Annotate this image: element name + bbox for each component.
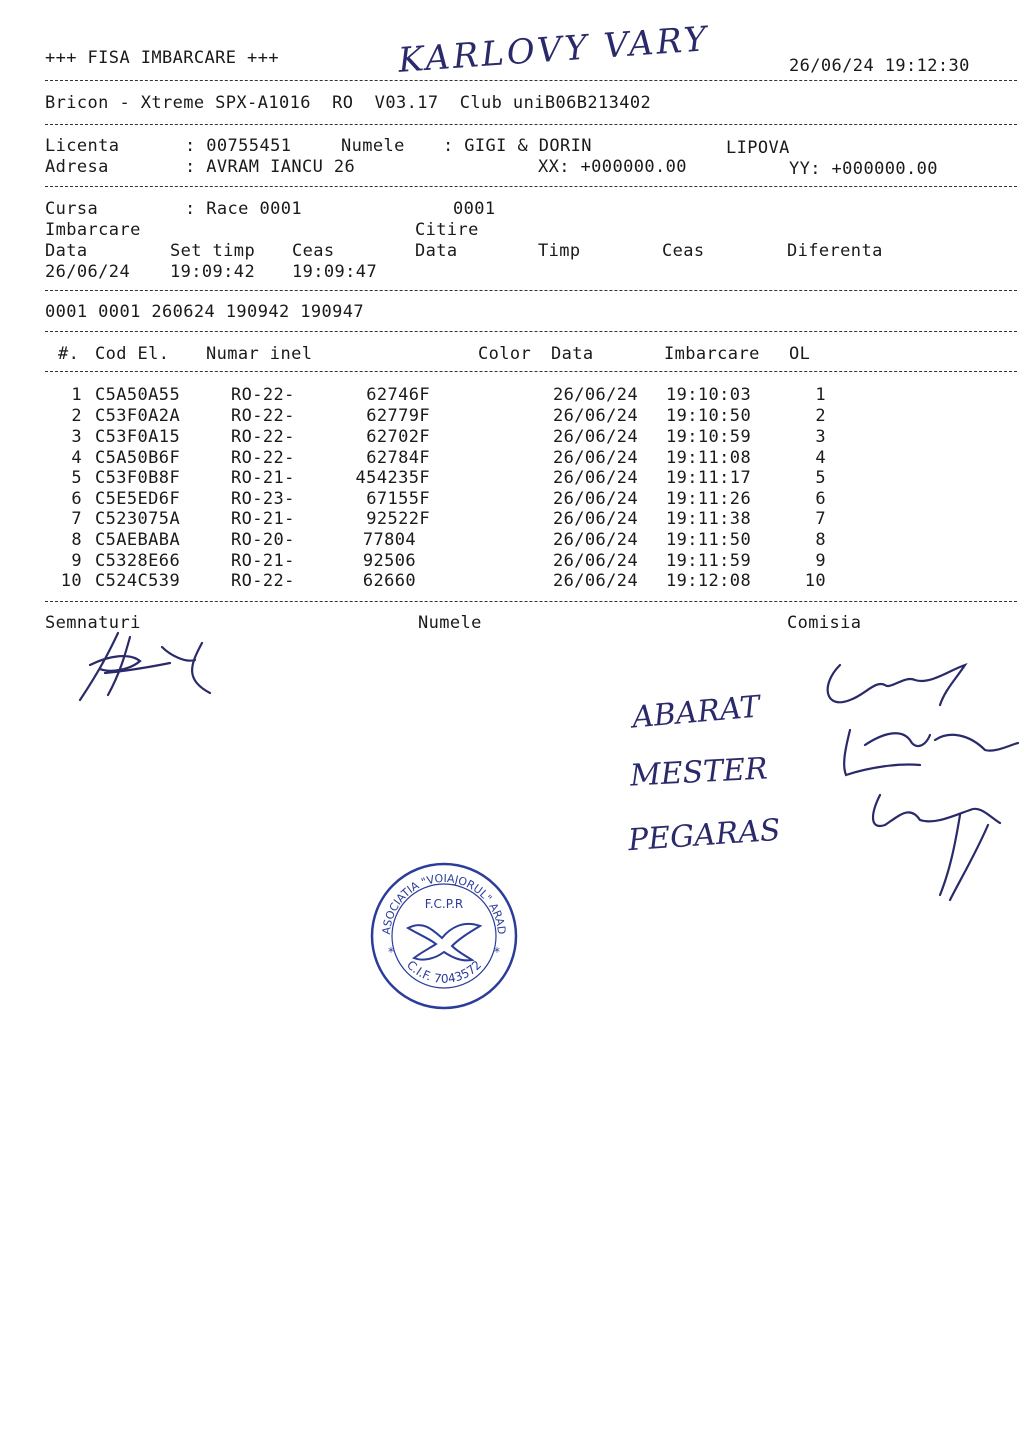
print-datetime: 26/06/24 19:12:30 xyxy=(789,56,970,76)
row-cod: C53F0A2A xyxy=(95,406,181,426)
row-cod: C53F0B8F xyxy=(95,468,181,488)
row-prefix: RO-22- xyxy=(231,448,295,468)
divider xyxy=(45,186,1017,187)
adresa-label: Adresa xyxy=(45,157,109,177)
row-ol: 1 xyxy=(815,385,826,405)
row-ol: 7 xyxy=(815,509,826,529)
row-inel: 62702F xyxy=(366,427,430,447)
row-cod: C5A50B6F xyxy=(95,448,181,468)
row-ol: 4 xyxy=(815,448,826,468)
row-data: 26/06/24 xyxy=(553,406,639,426)
row-number: 4 xyxy=(71,448,82,468)
row-prefix: RO-23- xyxy=(231,489,295,509)
row-ora: 19:11:17 xyxy=(666,468,752,488)
col-header-number: #. xyxy=(58,344,80,364)
device-line: Bricon - Xtreme SPX-A1016 RO V03.17 Club uniB06B213402 xyxy=(45,93,652,113)
row-inel: 92522F xyxy=(366,509,430,529)
divider xyxy=(45,371,1017,372)
divider xyxy=(45,290,1017,291)
col-header-cod: Cod El. xyxy=(95,344,170,364)
row-inel: 454235F xyxy=(355,468,430,488)
header-timp: Timp xyxy=(538,241,581,261)
row-number: 3 xyxy=(71,427,82,447)
row-inel: 62660 xyxy=(362,571,416,591)
row-number: 1 xyxy=(71,385,82,405)
semnaturi-label: Semnaturi xyxy=(45,613,141,633)
row-prefix: RO-22- xyxy=(231,571,295,591)
row-ora: 19:12:08 xyxy=(666,571,752,591)
row-inel: 67155F xyxy=(366,489,430,509)
row-number: 2 xyxy=(71,406,82,426)
row-ora: 19:11:08 xyxy=(666,448,752,468)
stamp-middle: F.C.P.R xyxy=(424,897,464,911)
row-data: 26/06/24 xyxy=(553,427,639,447)
row-ol: 8 xyxy=(815,530,826,550)
divider xyxy=(45,601,1017,602)
xx-coordinate: XX: +000000.00 xyxy=(538,157,687,177)
row-number: 7 xyxy=(71,509,82,529)
col-header-ol: OL xyxy=(789,344,811,364)
row-data: 26/06/24 xyxy=(553,448,639,468)
row-inel: 92506 xyxy=(362,551,416,571)
owner-city: LIPOVA xyxy=(726,138,790,158)
row-data: 26/06/24 xyxy=(553,530,639,550)
row-ora: 19:11:50 xyxy=(666,530,752,550)
row-cod: C5328E66 xyxy=(95,551,181,571)
value-data: 26/06/24 xyxy=(45,262,131,282)
row-ol: 6 xyxy=(815,489,826,509)
header-set-timp: Set timp xyxy=(170,241,256,261)
value-set-timp: 19:09:42 xyxy=(170,262,256,282)
row-number: 10 xyxy=(60,571,82,591)
row-ol: 3 xyxy=(815,427,826,447)
row-inel: 62746F xyxy=(366,385,430,405)
row-number: 8 xyxy=(71,530,82,550)
svg-text:C.I.F. 7043572 xyxy=(404,958,484,986)
row-cod: C523075A xyxy=(95,509,181,529)
row-data: 26/06/24 xyxy=(553,468,639,488)
star-icon: * xyxy=(494,945,500,959)
header-diferenta: Diferenta xyxy=(787,241,883,261)
row-ora: 19:11:59 xyxy=(666,551,752,571)
row-ol: 5 xyxy=(815,468,826,488)
header-data: Data xyxy=(45,241,88,261)
row-cod: C5A50A55 xyxy=(95,385,181,405)
row-prefix: RO-21- xyxy=(231,551,295,571)
header-citire-data: Data xyxy=(415,241,458,261)
row-prefix: RO-22- xyxy=(231,427,295,447)
document-title: +++ FISA IMBARCARE +++ xyxy=(45,48,279,68)
row-cod: C524C539 xyxy=(95,571,181,591)
row-data: 26/06/24 xyxy=(553,385,639,405)
adresa-value: : AVRAM IANCU 26 xyxy=(185,157,356,177)
row-data: 26/06/24 xyxy=(553,551,639,571)
star-icon: * xyxy=(388,945,394,959)
summary-line: 0001 0001 260624 190942 190947 xyxy=(45,302,365,322)
value-ceas: 19:09:47 xyxy=(292,262,378,282)
numele-value: : GIGI & DORIN xyxy=(443,136,592,156)
row-cod: C5AEBABA xyxy=(95,530,181,550)
row-ol: 2 xyxy=(815,406,826,426)
divider xyxy=(45,124,1017,125)
row-data: 26/06/24 xyxy=(553,489,639,509)
numele-label: Numele xyxy=(341,136,405,156)
row-ora: 19:11:26 xyxy=(666,489,752,509)
row-prefix: RO-22- xyxy=(231,406,295,426)
row-inel: 62779F xyxy=(366,406,430,426)
citire-label: Citire xyxy=(415,220,479,240)
row-ora: 19:10:03 xyxy=(666,385,752,405)
divider xyxy=(45,331,1017,332)
pigeon-emblem-icon xyxy=(408,924,480,960)
row-inel: 62784F xyxy=(366,448,430,468)
imbarcare-label: Imbarcare xyxy=(45,220,141,240)
row-ol: 10 xyxy=(804,571,826,591)
commission-name-1: ABARAT xyxy=(630,689,762,736)
cursa-label: Cursa xyxy=(45,199,99,219)
row-prefix: RO-20- xyxy=(231,530,295,550)
stamp-graphic xyxy=(368,860,520,1012)
licenta-value: : 00755451 xyxy=(185,136,292,156)
numele-footer-label: Numele xyxy=(418,613,482,633)
col-header-color: Color xyxy=(478,344,532,364)
col-header-imbarcare: Imbarcare xyxy=(664,344,760,364)
row-ora: 19:11:38 xyxy=(666,509,752,529)
row-ora: 19:10:50 xyxy=(666,406,752,426)
commission-name-3: PEGARAS xyxy=(626,812,782,859)
row-data: 26/06/24 xyxy=(553,509,639,529)
col-header-data: Data xyxy=(551,344,594,364)
row-number: 5 xyxy=(71,468,82,488)
header-ceas: Ceas xyxy=(292,241,335,261)
stamp-cif: C.I.F. 7043572 xyxy=(403,957,485,986)
licenta-label: Licenta xyxy=(45,136,120,156)
yy-coordinate: YY: +000000.00 xyxy=(789,159,938,179)
row-cod: C5E5ED6F xyxy=(95,489,181,509)
row-prefix: RO-22- xyxy=(231,385,295,405)
row-cod: C53F0A15 xyxy=(95,427,181,447)
cursa-value: : Race 0001 xyxy=(185,199,302,219)
stamp-text: ASOCIATIA "VOIAJORUL" ARAD xyxy=(379,871,509,936)
row-inel: 77804 xyxy=(362,530,416,550)
divider xyxy=(45,80,1017,81)
commission-signatures xyxy=(810,655,1020,910)
row-number: 9 xyxy=(71,551,82,571)
commission-name-2: MESTER xyxy=(629,751,769,794)
handwritten-location: KARLOVY VARY xyxy=(396,19,711,81)
row-data: 26/06/24 xyxy=(553,571,639,591)
row-ol: 9 xyxy=(815,551,826,571)
row-prefix: RO-21- xyxy=(231,509,295,529)
col-header-inel: Numar inel xyxy=(206,344,313,364)
row-number: 6 xyxy=(71,489,82,509)
association-stamp xyxy=(368,860,520,1012)
comisia-label: Comisia xyxy=(787,613,862,633)
owner-signature xyxy=(70,625,220,710)
header-ceas-citire: Ceas xyxy=(662,241,705,261)
row-prefix: RO-21- xyxy=(231,468,295,488)
row-ora: 19:10:59 xyxy=(666,427,752,447)
cursa-code: 0001 xyxy=(453,199,496,219)
